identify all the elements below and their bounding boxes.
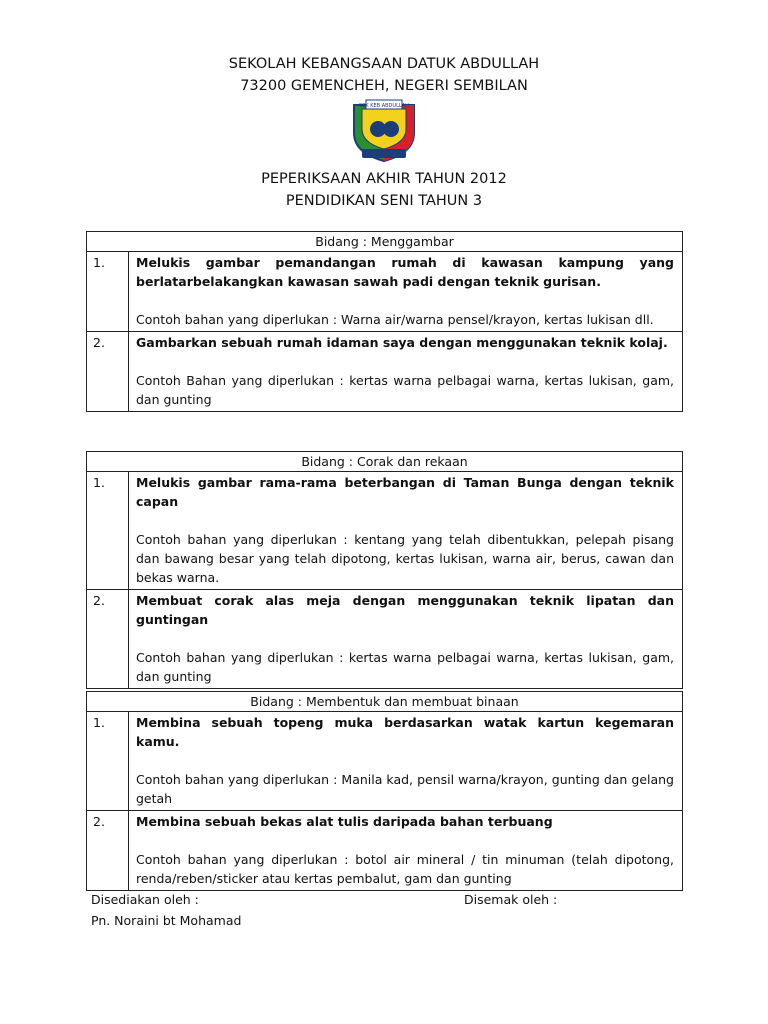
logo-text: SEK KEB ABDULLAH bbox=[359, 103, 409, 109]
school-name: SEKOLAH KEBANGSAAN DATUK ABDULLAH bbox=[228, 56, 540, 72]
task-text: Membuat corak alas meja dengan menggunakan teknik lipatan dan guntingan bbox=[136, 593, 674, 627]
item-number: 1. bbox=[87, 252, 129, 332]
materials-text: Contoh Bahan yang diperlukan : kertas warna pelbagai warna, kertas lukisan, gam, dan gunting bbox=[136, 373, 674, 407]
task-text: Melukis gambar pemandangan rumah di kawasan kampung yang berlatarbelakangkan kawasan sawah padi dengan teknik gurisan. bbox=[136, 255, 674, 289]
section-title: Bidang : Membentuk dan membuat binaan bbox=[87, 692, 683, 712]
task-text: Melukis gambar rama-rama beterbangan di Taman Bunga dengan teknik capan bbox=[136, 475, 674, 509]
prepared-by-label: Disediakan oleh : bbox=[91, 892, 199, 907]
item-number: 2. bbox=[87, 811, 129, 891]
checked-by-label: Disemak oleh : bbox=[464, 892, 558, 907]
table-row bbox=[87, 590, 683, 689]
item-number: 1. bbox=[87, 472, 129, 590]
school-address: 73200 GEMENCHEH, NEGERI SEMBILAN bbox=[240, 78, 528, 94]
materials-text: Contoh bahan yang diperlukan : Warna air/warna pensel/krayon, kertas lukisan dll. bbox=[136, 312, 654, 327]
section-menggambar bbox=[86, 231, 683, 412]
materials-text: Contoh bahan yang diperlukan : Manila kad, pensil warna/krayon, gunting dan gelang getah bbox=[136, 772, 674, 806]
item-number: 2. bbox=[87, 332, 129, 412]
subject-title: PENDIDIKAN SENI TAHUN 3 bbox=[285, 193, 483, 209]
item-number: 1. bbox=[87, 712, 129, 811]
prepared-by-name: Pn. Noraini bt Mohamad bbox=[91, 913, 242, 928]
section-title: Bidang : Menggambar bbox=[87, 232, 683, 252]
materials-text: Contoh bahan yang diperlukan : botol air mineral / tin minuman (telah dipotong, renda/reben/sticker atau kertas pembalut, gam dan gunting bbox=[136, 852, 674, 886]
table-row bbox=[87, 252, 683, 332]
materials-text: Contoh bahan yang diperlukan : kertas warna pelbagai warna, kertas lukisan, gam, dan gunting bbox=[136, 650, 674, 684]
exam-title: PEPERIKSAAN AKHIR TAHUN 2012 bbox=[261, 171, 507, 187]
table-row bbox=[87, 332, 683, 412]
table-row bbox=[87, 712, 683, 811]
table-row bbox=[87, 811, 683, 891]
task-text: Membina sebuah bekas alat tulis daripada bahan terbuang bbox=[136, 814, 553, 829]
task-text: Gambarkan sebuah rumah idaman saya dengan menggunakan teknik kolaj. bbox=[136, 335, 668, 350]
task-text: Membina sebuah topeng muka berdasarkan watak kartun kegemaran kamu. bbox=[136, 715, 674, 749]
materials-text: Contoh bahan yang diperlukan : kentang yang telah dibentukkan, pelepah pisang dan bawang besar yang telah dipotong, kertas lukisan, warna air, berus, cawan dan bekas warna. bbox=[136, 532, 674, 585]
table-row bbox=[87, 472, 683, 590]
section-title: Bidang : Corak dan rekaan bbox=[87, 452, 683, 472]
section-corak-dan-rekaan bbox=[86, 451, 683, 689]
school-crest-logo bbox=[348, 99, 420, 163]
section-membentuk-dan-membuat-binaan bbox=[86, 691, 683, 891]
item-number: 2. bbox=[87, 590, 129, 689]
